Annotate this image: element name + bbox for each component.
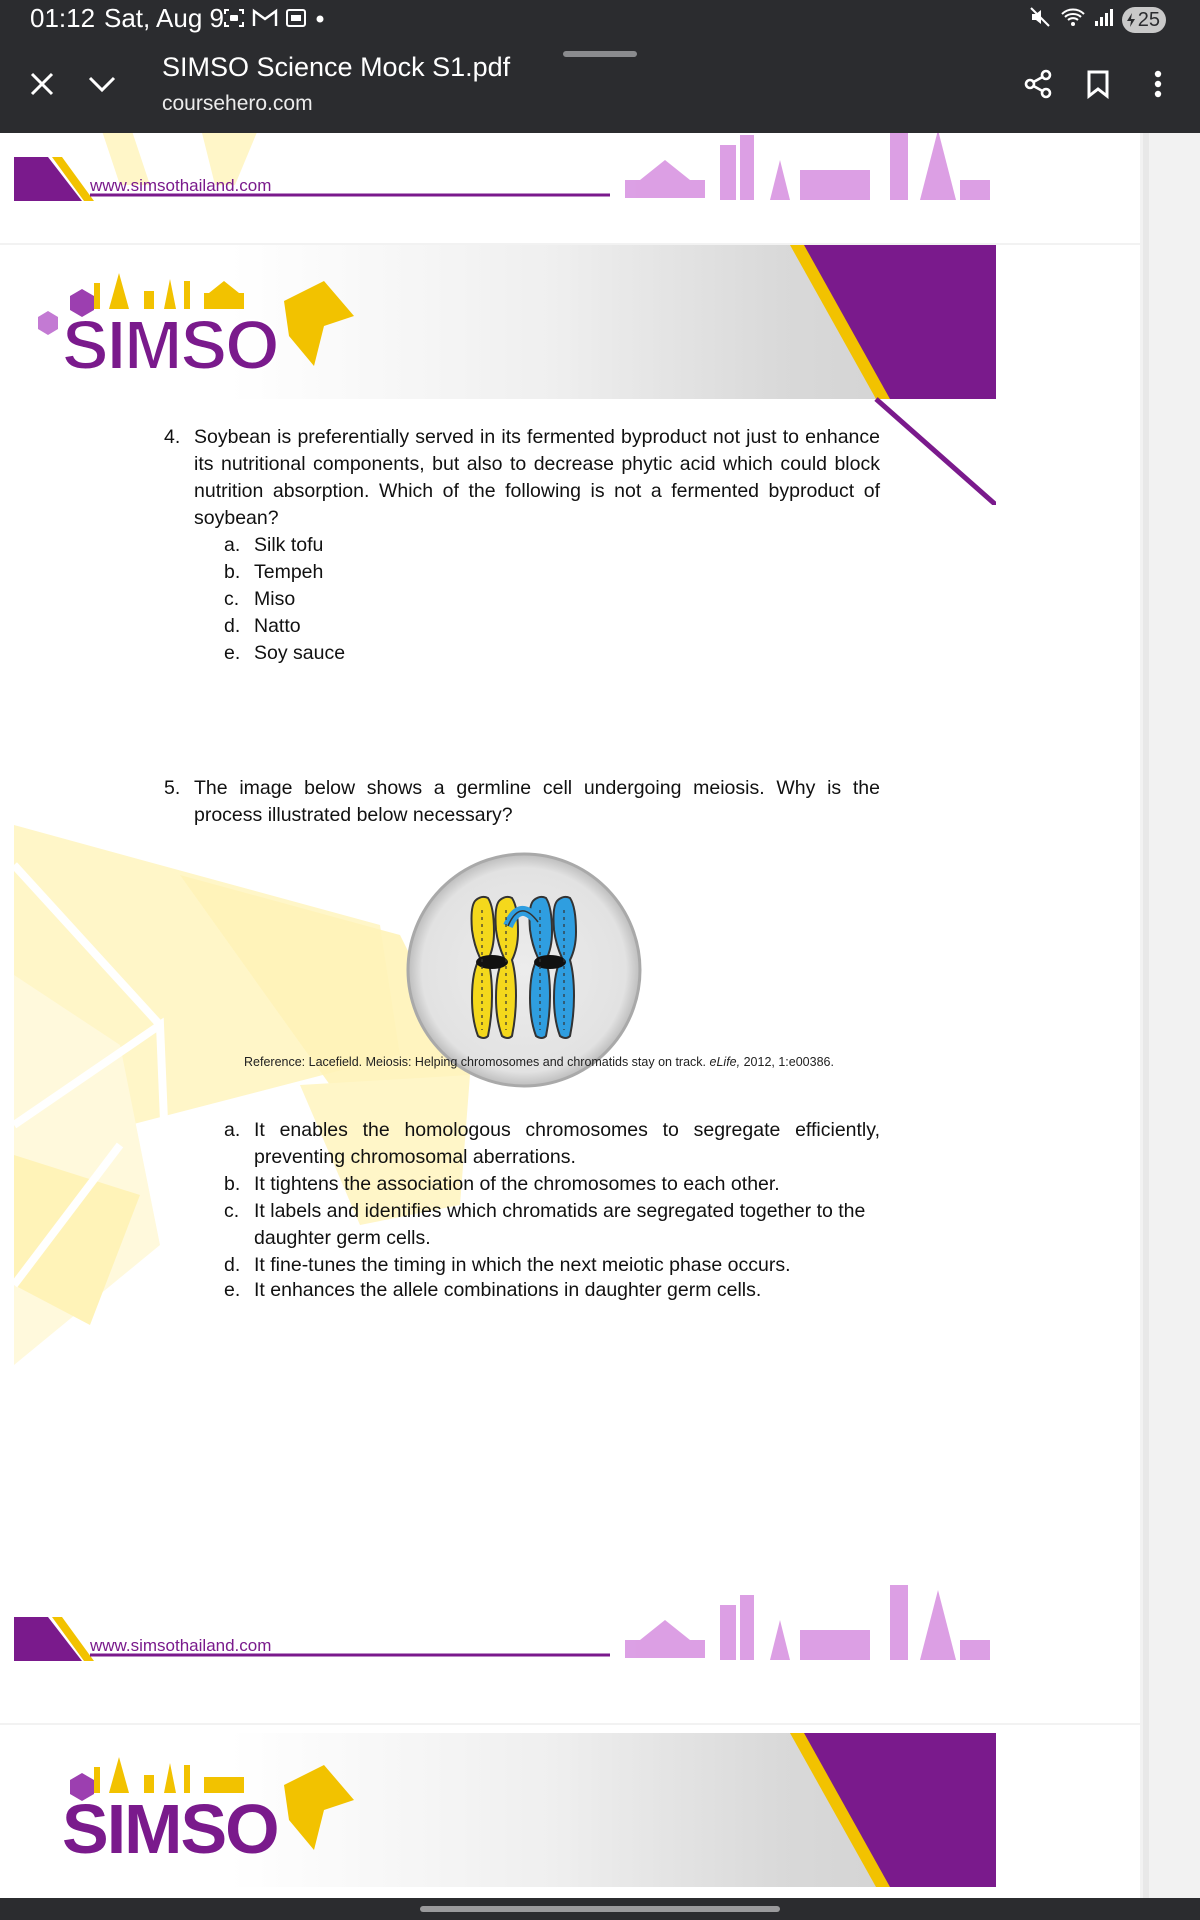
dot-icon (314, 6, 326, 35)
question-text: Soybean is preferentially served in its fermented byproduct not just to enhance its nutritional components, but also to decrease phytic acid which could block nutrition absorption. Which of the following is not a fermented byproduct of soybean? (194, 426, 880, 529)
collapse-button[interactable] (78, 60, 126, 108)
option-text: It fine-tunes the timing in which the next meiotic phase occurs. (254, 1254, 791, 1276)
drag-handle[interactable] (563, 51, 637, 57)
battery-icon (1122, 7, 1166, 33)
option-text: Natto (254, 615, 301, 637)
option-c (224, 1198, 880, 1252)
footer-url[interactable]: www.simsothailand.com (90, 176, 272, 195)
more-options-button[interactable] (1134, 60, 1182, 108)
option-a (224, 532, 880, 559)
option-letter: a. (224, 1119, 241, 1141)
question-4 (164, 424, 884, 664)
scrollbar[interactable] (1143, 133, 1149, 1898)
question-text: The image below shows a germline cell undergoing meiosis. Why is the process illustrated below necessary? (194, 777, 880, 826)
option-letter: d. (224, 615, 241, 637)
app-toolbar (0, 36, 1200, 133)
screen-capture-icon (222, 6, 246, 35)
question-number: 5. (164, 777, 181, 799)
pdf-page-next (0, 1725, 1140, 1898)
reference-citation: Reference: Lacefield. Meiosis: Helping chromosomes and chromatids stay on track. (244, 1055, 707, 1069)
footer-url[interactable]: www.simsothailand.com (90, 1636, 272, 1655)
reference-details: 2012, 1:e00386. (743, 1055, 834, 1069)
more-vertical-icon (1154, 69, 1162, 99)
option-text: Miso (254, 588, 296, 610)
header-corner-graphic (780, 1733, 996, 1898)
home-gesture-handle[interactable] (420, 1906, 780, 1912)
option-letter: e. (224, 1279, 241, 1301)
notification-icons (222, 6, 326, 35)
question-5 (164, 775, 884, 835)
option-e (224, 1277, 880, 1304)
close-button[interactable] (18, 60, 66, 108)
option-d (224, 1252, 880, 1279)
status-time: 01:12 (30, 3, 96, 33)
option-text: It tightens the association of the chromosomes to each other. (254, 1173, 780, 1195)
close-icon (29, 71, 55, 97)
simso-logo (34, 261, 394, 381)
wifi-icon (1060, 5, 1086, 34)
signal-icon (1094, 5, 1114, 34)
document-title: SIMSO Science Mock S1.pdf (162, 52, 511, 82)
share-button[interactable] (1014, 60, 1062, 108)
option-b (224, 1171, 880, 1198)
mute-icon (1028, 5, 1052, 34)
option-e (224, 640, 880, 667)
status-date: Sat, Aug 9 (104, 3, 224, 33)
option-letter: c. (224, 1200, 240, 1222)
question-number: 4. (164, 426, 181, 448)
reference-journal: eLife, (709, 1055, 741, 1069)
document-source: coursehero.com (162, 92, 313, 115)
option-text: Tempeh (254, 561, 324, 583)
option-text: Soy sauce (254, 642, 346, 664)
option-a (224, 1117, 880, 1171)
option-d (224, 613, 880, 640)
pdf-viewer[interactable] (0, 133, 1200, 1898)
page-footer (0, 1585, 1000, 1705)
pdf-page (0, 245, 1140, 1723)
option-letter: e. (224, 642, 241, 664)
option-text: It enables the homologous chromosomes to segregate efficiently, preventing chromosomal aberrations. (254, 1119, 880, 1168)
option-text: Silk tofu (254, 534, 324, 556)
figure-reference (244, 1055, 834, 1069)
photo-icon (284, 6, 308, 35)
system-status (1028, 5, 1166, 34)
system-nav-bar (0, 1898, 1200, 1920)
share-icon (1022, 68, 1054, 100)
svg-text:SIMSO: SIMSO (62, 1790, 278, 1865)
option-letter: b. (224, 561, 241, 583)
status-bar (0, 0, 1200, 36)
question-5-options (164, 1117, 884, 1317)
option-b (224, 559, 880, 586)
battery-level: 25 (1137, 8, 1160, 31)
option-letter: b. (224, 1173, 241, 1195)
page-footer (0, 133, 1000, 243)
option-letter: c. (224, 588, 240, 610)
meiosis-figure (404, 850, 644, 1090)
bookmark-button[interactable] (1074, 60, 1122, 108)
option-letter: d. (224, 1254, 241, 1276)
option-text: It enhances the allele combinations in daughter germ cells. (254, 1279, 762, 1301)
chevron-down-icon (87, 74, 117, 94)
svg-text:SIMSO: SIMSO (62, 306, 278, 381)
option-text: It labels and identifies which chromatids are segregated together to the daughter germ cells. (254, 1200, 866, 1249)
bookmark-icon (1085, 69, 1111, 99)
gmail-icon (252, 6, 278, 35)
option-c (224, 586, 880, 613)
pdf-page-previous (0, 133, 1140, 243)
simso-logo (34, 1745, 394, 1865)
option-letter: a. (224, 534, 241, 556)
